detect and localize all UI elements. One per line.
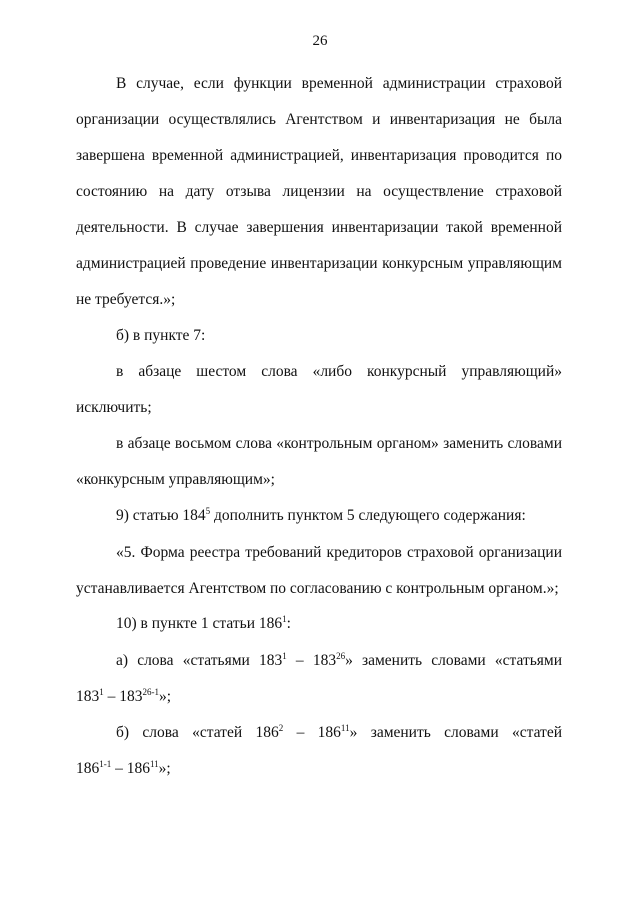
superscript: 5 bbox=[205, 505, 211, 516]
text-segment: 9) статью 184 bbox=[116, 507, 206, 524]
paragraph-line bbox=[76, 751, 562, 787]
paragraph-line bbox=[76, 679, 562, 715]
superscript: 2 bbox=[278, 722, 284, 733]
paragraph-line: б) в пункте 7: bbox=[116, 327, 206, 344]
superscript: 11 bbox=[340, 722, 350, 733]
text-segment: – 186 bbox=[111, 760, 150, 777]
paragraph-5 bbox=[76, 498, 562, 534]
superscript: 1 bbox=[282, 613, 287, 624]
paragraph-line bbox=[76, 715, 562, 751]
paragraph-3 bbox=[76, 354, 562, 426]
paragraph-line: в абзаце шестом слова «либо конкурсный управляющий» bbox=[116, 363, 562, 380]
paragraph-line: администрацией проведение инвентаризации конкурсным управляющим bbox=[76, 255, 562, 272]
text-segment: »; bbox=[158, 760, 171, 777]
paragraph-9 bbox=[76, 715, 562, 787]
superscript: 11 bbox=[150, 758, 159, 769]
paragraph-line bbox=[76, 498, 562, 534]
paragraph-line: «5. Форма реестра требований кредиторов страховой организации bbox=[116, 544, 562, 561]
text-segment: : bbox=[286, 615, 291, 632]
paragraph-6 bbox=[76, 535, 562, 607]
paragraph-line bbox=[76, 643, 562, 679]
paragraph-line: организации осуществлялись Агентством и инвентаризация не была bbox=[76, 111, 562, 128]
paragraph-line: состоянию на дату отзыва лицензии на осуществление страховой bbox=[76, 183, 562, 200]
text-segment: » заменить словами «статьями bbox=[345, 652, 563, 669]
paragraph-4 bbox=[76, 426, 562, 498]
page-number: 26 bbox=[312, 33, 328, 49]
text-segment: а) слова «статьями 183 bbox=[116, 652, 283, 669]
paragraph-7 bbox=[76, 606, 562, 642]
paragraph-8 bbox=[76, 643, 562, 715]
text-segment: – 186 bbox=[283, 724, 341, 741]
paragraph-line: устанавливается Агентством по согласованию с контрольным органом.»; bbox=[76, 580, 559, 597]
paragraph-line: завершена временной администрацией, инвентаризация проводится по bbox=[76, 147, 562, 164]
paragraph-line bbox=[76, 606, 562, 642]
text-segment: » заменить словами «статей bbox=[349, 724, 562, 741]
paragraph-line: «конкурсным управляющим»; bbox=[76, 471, 275, 488]
text-segment: 10) в пункте 1 статьи 186 bbox=[116, 615, 283, 632]
text-segment: 183 bbox=[76, 688, 100, 705]
paragraph-2 bbox=[76, 318, 562, 354]
text-segment: б) слова «статей 186 bbox=[116, 724, 279, 741]
paragraph-line: не требуется.»; bbox=[76, 291, 176, 308]
text-segment: 186 bbox=[76, 760, 100, 777]
paragraph-line: в абзаце восьмом слова «контрольным органом» заменить словами bbox=[116, 435, 562, 452]
text-segment: »; bbox=[159, 688, 172, 705]
superscript: 26-1 bbox=[142, 686, 159, 697]
superscript: 1 bbox=[99, 686, 104, 697]
text-segment: – 183 bbox=[286, 652, 337, 669]
paragraph-1 bbox=[76, 66, 562, 318]
text-segment: дополнить пунктом 5 следующего содержания: bbox=[210, 507, 526, 524]
paragraph-line: В случае, если функции временной администрации страховой bbox=[116, 75, 562, 92]
paragraph-line: исключить; bbox=[76, 399, 152, 416]
superscript: 1-1 bbox=[99, 758, 112, 769]
superscript: 1 bbox=[282, 650, 287, 661]
superscript: 26 bbox=[336, 650, 346, 661]
paragraph-line: деятельности. В случае завершения инвентаризации такой временной bbox=[76, 219, 562, 236]
text-segment: – 183 bbox=[103, 688, 143, 705]
